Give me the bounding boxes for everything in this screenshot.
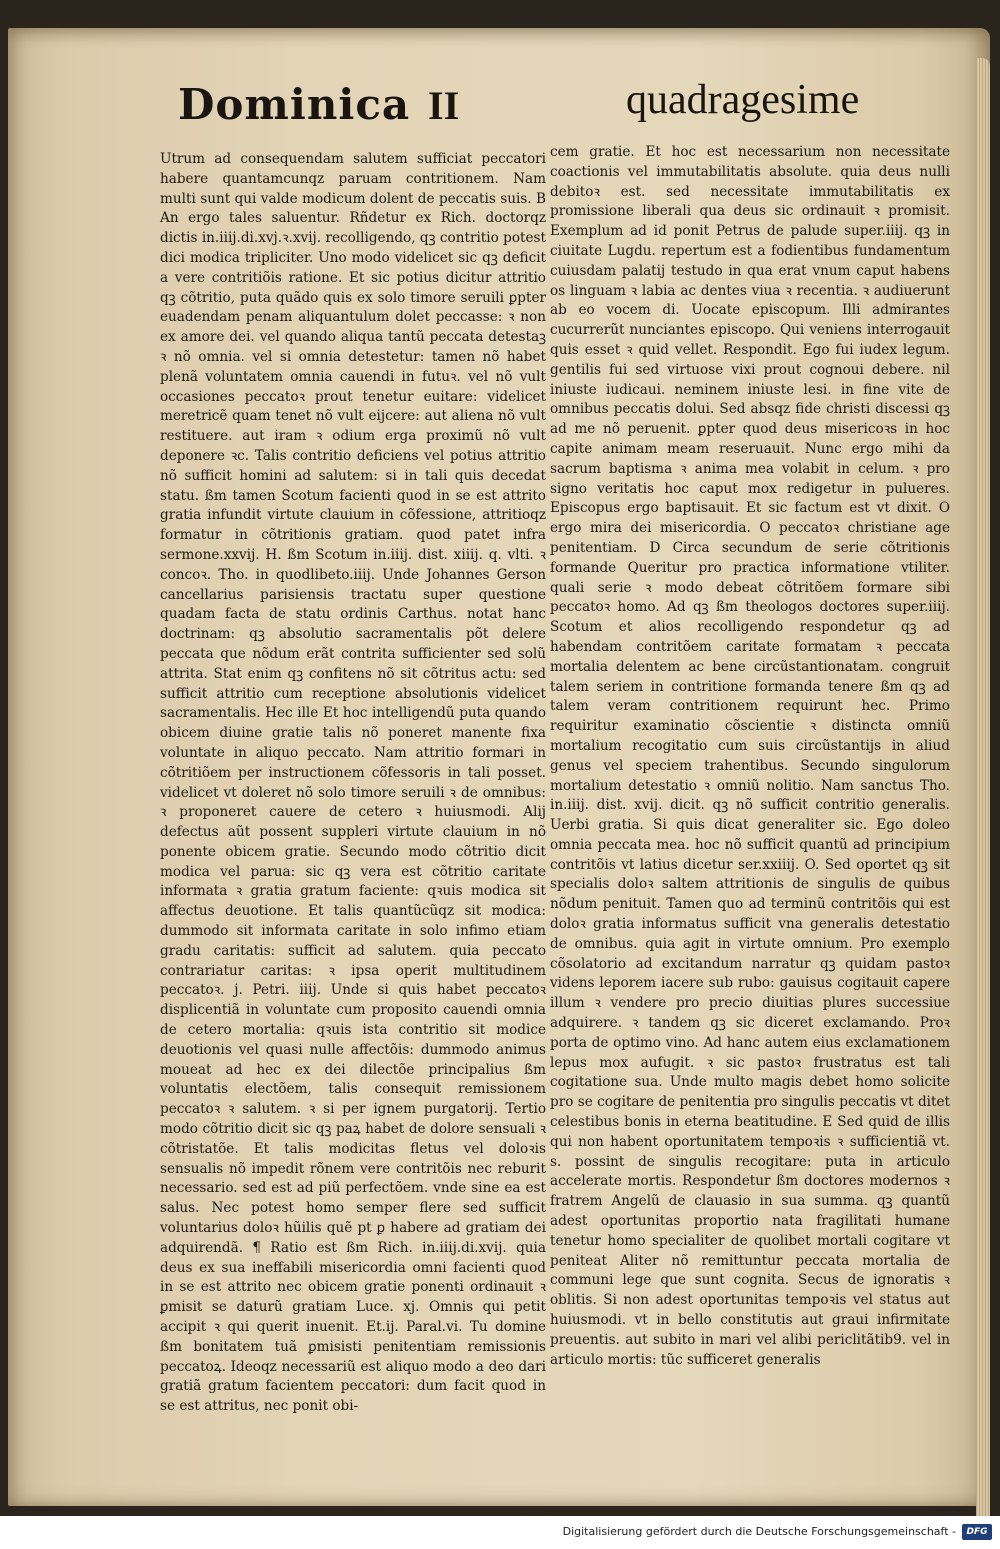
left-column <box>160 150 546 1417</box>
footer-bar <box>0 1516 1000 1549</box>
right-column <box>550 143 950 1370</box>
left-column-text: Utrum ad consequendam salutem sufficiat peccatori habere quantamcunqz paruam contritionem. Nam multi sunt qui valde modicum dolent de peccatis suis. B An ergo tales saluentur. Rñdetur ex Rich. doctorqz dictis in.iiij.di.xvj.ꝛ.xvij. recolligendo, qꝫ contritio potest dici modica tripliciter. Uno modo videlicet sic qꝫ deficit a vere contritiõis ratione. Et sic potius dicitur attritio qꝫ cõtritio, puta quãdo quis ex solo timore seruili ꝑpter euadendam penam aliquantulum dolet peccasse: ꝛ non ex amore dei. vel quando aliqua tantũ peccata detestaꝫ ꝛ nõ omnia. vel si omnia detestetur: tamen nõ habet plenã voluntatem omnia cauendi in futuꝛ. vel nõ vult occasiones peccatoꝛ prout tenetur euitare: videlicet meretricẽ quam tenet nõ vult eijcere: aut aliena nõ vult restituere. aut iram ꝛ odium erga proximũ nõ vult deponere ꝛc. Talis contritio deficiens vel potius attritio nõ sufficit homini ad salutem: si in tali quis decedat statu. ßm tamen Scotum facienti quod in se est attrito gratia infundit virtute clauium in cõfessione, attritioqz formatur in cõtritionis gratiam. quod patet infra sermone.xxvij. H. ßm Scotum in.iiij. dist. xiiij. q. vlti. ꝛ concoꝛ. Tho. in quodlibeto.iiij. Unde Johannes Gerson cancellarius parisiensis tractatu super questione quadam facta de statu ordinis Carthus. notat hanc doctrinam: qꝫ absolutio sacramentalis põt delere peccata que nõdum erãt contrita sufficienter sed solũ attrita. Stat enim qꝫ confitens nõ sit cõtritus actu: sed sufficit attritio cum receptione absolutionis videlicet sacramentalis. Hec ille Et hoc intelligendũ puta quando obicem diuine gratie talis nõ poneret manente fixa voluntate in aliquo peccato. Nam attritio formari in cõtritiõem per instructionem cõfessoris in tali posset. videlicet vt doleret nõ solo timore seruili ꝛ de omnibus: ꝛ proponeret cauere de cetero ꝛ huiusmodi. Alij defectus aũt possent suppleri virtute clauium in nõ ponente obicem gratie. Secundo modo cõtritio dicit modica vel parua: sic qꝫ vera est cõtritio caritate informata ꝛ gratia gratum faciente: qꝛuis modica sit affectus deuotione. Et talis quantũcũqz sit modica: dummodo sit informata caritate in solo infimo etiam gradu caritatis: sufficit ad salutem. quia peccato contrariatur caritas: ꝛ ipsa operit multitudinem peccatoꝛ. j. Petri. iiij. Unde si quis habet peccatoꝛ displicentiã in voluntate cum proposito cauendi omnia de cetero mortalia: qꝛuis ista contritio sit modice deuotionis vel quasi nulle affectõis: dummodo animus moueat ad hec ex dei dilectõe principalius ßm voluntatis electõem, talis consequit remissionem peccatoꝛ ꝛ salutem. ꝛ si per ignem purgatorij. Tertio modo cõtritio dicit sic qꝫ paꝝ habet de dolore sensuali ꝛ cõtristatõe. Et talis modicitas fletus vel doloꝛis sensualis nõ impedit rõnem vere contritõis nec reburit necessario. sed est ad piũ perfectõem. vnde sine ea est salus. Nec potest homo semper flere sed sufficit voluntarius doloꝛ hũilis quẽ pt ꝑ habere ad gratiam dei adquirendã. ¶ Ratio est ßm Rich. in.iiij.di.xvij. quia deus ex sua ineffabili misericordia omni facienti quod in se est attrito nec obicem gratie ponenti ordinauit ꝛ ꝑmisit se daturũ gratiam Luce. xj. Omnis qui petit accipit ꝛ qui querit inuenit. Et.ij. Paral.vi. Tu domine ßm bonitatem tuã ꝑmisisti penitentiam remissionis peccatoꝝ. Ideoqz necessariũ est aliquo modo a deo dari gratiã gratum facientem peccatori: dum facit quod in se est attritus, nec ponit obi- <box>160 151 546 1415</box>
dfg-logo: DFG <box>962 1524 992 1540</box>
page-edge <box>976 58 990 1534</box>
running-head-left: Dominica <box>178 80 411 129</box>
running-head <box>178 72 868 142</box>
running-head-number: II <box>428 83 460 128</box>
running-head-right: quadragesime <box>626 77 860 123</box>
right-column-text: cem gratie. Et hoc est necessarium non necessitate coactionis vel immutabilitatis absolute. quia deus nulli debitoꝛ est. sed necessitate immutabilitatis ex promissione liberali qua deus sic ordinauit ꝛ promisit. Exemplum ad id ponit Petrus de palude super.iiij. qꝫ in ciuitate Lugdu. repertum est a fodientibus fundamentum cuiusdam palatij testudo in qua erat vnum caput habens os linguam ꝛ labia ac dentes viua ꝛ recentia. ꝛ audiuerunt ab eo vocem di. Uocate episcopum. Illi admirantes cucurrerũt nunciantes episcopo. Qui veniens interrogauit quis esset ꝛ quid vellet. Respondit. Ego fui iudex legum. gentilis fui sed virtuose vixi prout cognoui debere. nil iniuste iudicaui. neminem iniuste lesi. in fine vite de omnibus peccatis dolui. Sed absqz fide christi discessi qꝫ ad me nõ peruenit. ꝑpter quod deus misericoꝛs in hoc capite animam meam reseruauit. Nunc ergo mihi da sacrum baptisma ꝛ anima mea volabit in celum. ꝛ pro signo veritatis hoc caput mox redigetur in pulueres. Episcopus ergo baptisauit. Et sic factum est vt dixit. O ergo mira dei misericordia. O peccatoꝛ christiane age penitentiam. D Circa secundum de serie cõtritionis formande Queritur pro practica informatione vtiliter. quali serie ꝛ modo debeat cõtritõem formare sibi peccatoꝛ homo. Ad qꝫ ßm theologos doctores super.iiij. Scotum et alios recolligendo respondetur qꝫ ad habendam contritõem caritate formatam ꝛ peccata mortalia delentem ac bene circũstantionatam. congruit talem seriem in contritione formanda tenere ßm qꝫ ad talem veram contritionem requirunt hec. Primo requiritur examinatio cõscientie ꝛ distincta omniũ mortalium recogitatio cum suis circũstantijs in aliud genus vel speciem trahentibus. Secundo singulorum mortalium detestatio ꝛ omniũ nolitio. Nam sanctus Tho. in.iiij. dist. xvij. dicit. qꝫ nõ sufficit contritio generalis. Uerbi gratia. Si quis dicat generaliter sic. Ego doleo omnia peccata mea. hoc nõ sufficit quantũ ad principium contritõis vt latius dicetur ser.xxiiij. O. Sed oportet qꝫ sit specialis doloꝛ saltem attritionis de singulis de quibus nõdum penituit. Tamen quo ad terminũ contritõis qui est doloꝛ gratia informatus sufficit vna generalis detestatio de omnibus. quia agit in virtute omnium. Pro exemplo cõsolatorio ad excitandum narratur qꝫ quidam pastoꝛ videns leporem iacere sub rubo: gauisus cogitauit capere illum ꝛ vendere pro precio diuitias plures successiue adquirere. ꝛ tandem qꝫ sic diceret exclamando. Proꝛ porta de optimo vino. Ad hanc autem eius exclamationem lepus mox aufugit. ꝛ sic pastoꝛ frustratus est tali cogitatione sua. Unde multo magis debet homo solicite pro se cogitare de penitentia pro singulis peccatis vt ditet celestibus bonis in eterna beatitudine. E Sed quid de illis qui non habent oportunitatem tempoꝛis ꝛ sufficientiã vt. s. possint de singulis recogitare: puta in articulo accelerate mortis. Respondetur ßm doctores modernos ꝛ fratrem Angelũ de clauasio in sua summa. qꝫ quantũ adest oportunitas proportio nata fragilitati humane tenetur homo specialiter de quolibet mortali cogitare vt peniteat Aliter nõ remittuntur peccata mortalia de communi lege que sunt cognita. Secus de ignoratis ꝛ oblitis. Si non adest oportunitas tempoꝛis vel status aut huiusmodi. vt in bello constitutis aut graui infirmitate preuentis. aut subito in mari vel alibi periclitãtib9. vel in articulo mortis: tũc sufficeret generalis <box>550 144 950 1368</box>
footer-credit: Digitalisierung gefördert durch die Deutsche Forschungsgemeinschaft - <box>562 1525 956 1538</box>
